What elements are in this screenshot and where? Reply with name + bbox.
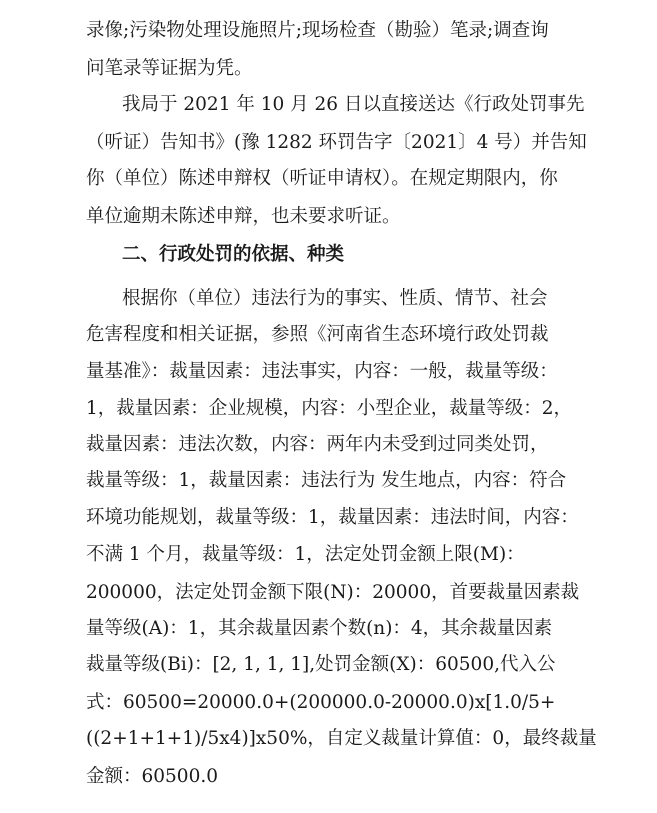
paragraph-basis-line-9: 200000，法定处罚金额下限(N)：20000，首要裁量因素裁 [86, 582, 580, 603]
paragraph-basis-line-10: 量等级(A)：1，其余裁量因素个数(n)：4，其余裁量因素 [86, 618, 553, 639]
section-heading: 二、行政处罚的依据、种类 [122, 244, 345, 265]
paragraph-basis-line-1: 根据你（单位）违法行为的事实、性质、情节、社会 [122, 288, 548, 309]
paragraph-notice-line-3: 你（单位）陈述申辩权（听证申请权）。在规定期限内，你 [86, 168, 558, 189]
paragraph-notice-line-4: 单位逾期未陈述申辩，也未要求听证。 [86, 206, 401, 227]
paragraph-basis-line-8: 不满 1 个月，裁量等级：1，法定处罚金额上限(M)： [86, 544, 525, 565]
paragraph-basis-line-6: 裁量等级：1，裁量因素：违法行为 发生地点，内容：符合 [86, 470, 567, 491]
paragraph-basis-line-3: 量基准》：裁量因素：违法事实，内容：一般，裁量等级： [86, 361, 558, 382]
paragraph-basis-line-12: 式：60500=20000.0+(200000.0-20000.0)x[1.0/5+ [86, 692, 556, 713]
paragraph-basis-line-14: 金额：60500.0 [86, 766, 219, 787]
paragraph-basis-line-5: 裁量因素：违法次数，内容：两年内未受到过同类处罚， [86, 434, 549, 455]
paragraph-basis-line-2: 危害程度和相关证据，参照《河南省生态环境行政处罚裁 [86, 324, 549, 345]
paragraph-basis-line-13: ((2+1+1+1)/5x4)]x50%，自定义裁量计算值：0，最终裁量 [86, 728, 597, 749]
paragraph-notice-line-1: 我局于 2021 年 10 月 26 日以直接送达《行政处罚事先 [122, 94, 585, 115]
paragraph-basis-line-4: 1，裁量因素：企业规模，内容：小型企业，裁量等级：2， [86, 398, 573, 419]
paragraph-basis-line-7: 环境功能规划，裁量等级：1，裁量因素：违法时间，内容： [86, 507, 579, 528]
paragraph-evidence-line-1: 录像;污染物处理设施照片;现场检查（勘验）笔录;调查询 [86, 20, 549, 41]
paragraph-notice-line-2: （听证）告知书》(豫 1282 环罚告字〔2021〕4 号）并告知 [86, 132, 587, 153]
paragraph-basis-line-11: 裁量等级(Bi)：[2, 1, 1, 1],处罚金额(X)：60500,代入公 [86, 654, 556, 675]
paragraph-evidence-line-2: 问笔录等证据为凭。 [86, 58, 253, 79]
